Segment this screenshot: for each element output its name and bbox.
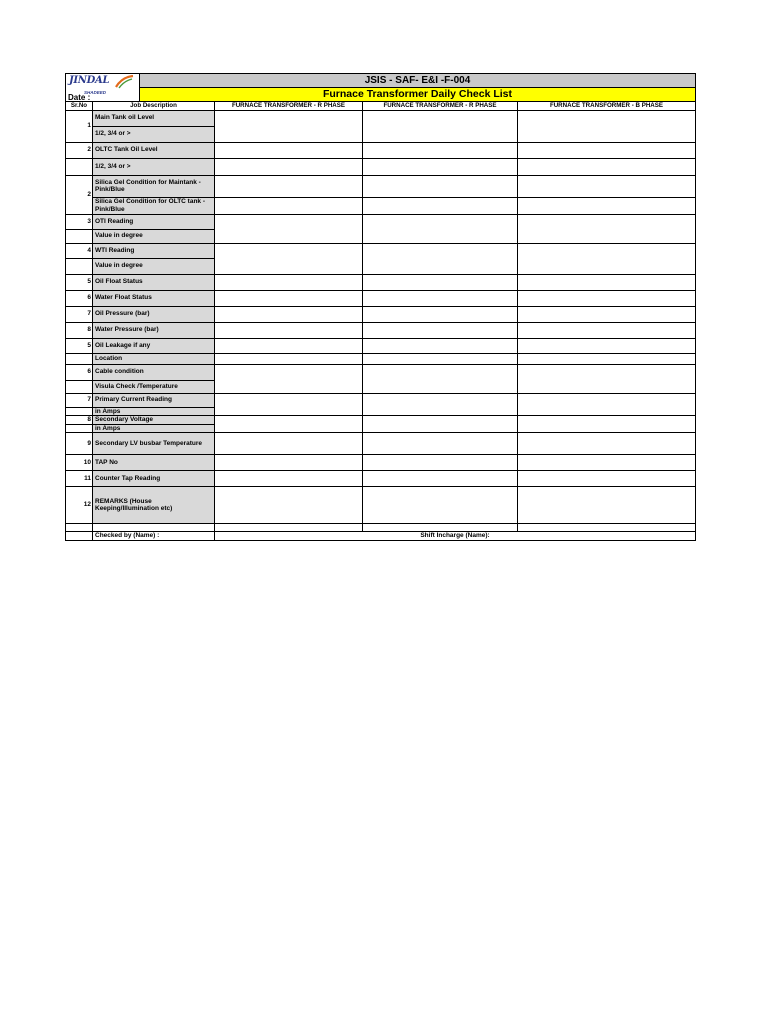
job-description: Oil Leakage if any <box>93 338 215 353</box>
r-phase-cell[interactable] <box>215 455 363 471</box>
job-description: REMARKS (House Keeping/Illumination etc) <box>93 487 215 524</box>
r-phase-cell[interactable] <box>363 364 518 393</box>
row-number: 5 <box>66 274 93 290</box>
b-phase-cell[interactable] <box>518 290 696 306</box>
job-description: Value in degree <box>93 258 215 274</box>
table-row <box>66 364 696 380</box>
job-description: Water Pressure (bar) <box>93 322 215 338</box>
r-phase-cell[interactable] <box>363 338 518 353</box>
table-row <box>66 142 696 158</box>
logo-swoosh-icon <box>114 75 134 89</box>
job-description: TAP No <box>93 455 215 471</box>
r-phase-cell[interactable] <box>363 158 518 175</box>
r-phase-cell[interactable] <box>215 290 363 306</box>
r-phase-cell[interactable] <box>363 416 518 433</box>
r-phase-cell[interactable] <box>363 393 518 416</box>
job-description: Visula Check /Temperature <box>93 380 215 393</box>
logo-brand: JINDAL <box>69 75 110 86</box>
table-row <box>66 158 696 175</box>
job-description: in Amps <box>93 407 215 416</box>
job-description: WTI Reading <box>93 243 215 258</box>
r-phase-cell[interactable] <box>215 364 363 393</box>
checked-by-field[interactable]: Checked by (Name) : <box>93 532 215 541</box>
r-phase-cell[interactable] <box>363 243 518 274</box>
col-b-phase: FURNACE TRANSFORMER - B PHASE <box>518 102 696 111</box>
b-phase-cell[interactable] <box>518 455 696 471</box>
r-phase-cell[interactable] <box>363 175 518 197</box>
r-phase-cell[interactable] <box>215 274 363 290</box>
job-description: Secondary Voltage <box>93 416 215 425</box>
table-row <box>66 290 696 306</box>
table-row <box>66 416 696 425</box>
b-phase-cell[interactable] <box>518 471 696 487</box>
table-row <box>66 243 696 258</box>
table-row <box>66 487 696 524</box>
page-title: Furnace Transformer Daily Check List <box>140 88 696 102</box>
table-row <box>66 175 696 197</box>
b-phase-cell[interactable] <box>518 433 696 455</box>
row-number: 10 <box>66 455 93 471</box>
table-row <box>66 214 696 229</box>
b-phase-cell[interactable] <box>518 364 696 393</box>
b-phase-cell[interactable] <box>518 197 696 214</box>
job-description: Water Float Status <box>93 290 215 306</box>
b-phase-cell[interactable] <box>518 274 696 290</box>
b-phase-cell[interactable] <box>518 306 696 322</box>
b-phase-cell[interactable] <box>518 487 696 524</box>
table-row <box>66 353 696 364</box>
job-description: in Amps <box>93 424 215 433</box>
job-description: Cable condition <box>93 364 215 380</box>
r-phase-cell[interactable] <box>215 214 363 243</box>
job-description: OTI Reading <box>93 214 215 229</box>
b-phase-cell[interactable] <box>518 158 696 175</box>
r-phase-cell[interactable] <box>363 142 518 158</box>
r-phase-cell[interactable] <box>215 433 363 455</box>
table-row <box>66 524 696 532</box>
b-phase-cell[interactable] <box>518 353 696 364</box>
job-description: Oil Float Status <box>93 274 215 290</box>
r-phase-cell[interactable] <box>215 322 363 338</box>
job-description: OLTC Tank Oil Level <box>93 142 215 158</box>
b-phase-cell[interactable] <box>518 142 696 158</box>
row-number: 5 <box>66 338 93 353</box>
row-number: 11 <box>66 471 93 487</box>
r-phase-cell[interactable] <box>363 487 518 524</box>
r-phase-cell[interactable] <box>215 197 363 214</box>
row-number: 7 <box>66 393 93 407</box>
r-phase-cell[interactable] <box>215 416 363 433</box>
col-r-phase-1: FURNACE TRANSFORMER - R PHASE <box>215 102 363 111</box>
job-description: Silica Gel Condition for OLTC tank - Pink/Blue <box>93 197 215 214</box>
signature-row <box>66 532 696 541</box>
r-phase-cell[interactable] <box>215 243 363 274</box>
r-phase-cell[interactable] <box>363 433 518 455</box>
r-phase-cell[interactable] <box>215 142 363 158</box>
row-number: 8 <box>66 322 93 338</box>
row-number: 2 <box>66 175 93 214</box>
col-job: Job Description <box>93 102 215 111</box>
r-phase-cell[interactable] <box>215 175 363 197</box>
job-description: Primary Current Reading <box>93 393 215 407</box>
col-srno: Sr.No <box>66 102 93 111</box>
r-phase-cell[interactable] <box>363 214 518 243</box>
table-row <box>66 322 696 338</box>
table-row <box>66 110 696 126</box>
r-phase-cell[interactable] <box>215 110 363 142</box>
b-phase-cell[interactable] <box>518 110 696 142</box>
column-header-row <box>66 102 696 111</box>
logo-cell <box>66 74 140 102</box>
row-number: 1 <box>66 110 93 142</box>
r-phase-cell[interactable] <box>215 353 363 364</box>
job-description: 1/2, 3/4 or > <box>93 126 215 142</box>
header-table <box>65 73 696 102</box>
job-description: Secondary LV busbar Temperature <box>93 433 215 455</box>
b-phase-cell[interactable] <box>518 322 696 338</box>
col-r-phase-2: FURNACE TRANSFORMER - R PHASE <box>363 102 518 111</box>
row-number: 2 <box>66 142 93 158</box>
table-row <box>66 471 696 487</box>
logo-sub: SHADEED <box>84 90 107 95</box>
table-row <box>66 338 696 353</box>
table-row <box>66 393 696 407</box>
table-row <box>66 274 696 290</box>
form-code: JSIS - SAF- E&I -F-004 <box>140 74 696 88</box>
b-phase-cell[interactable] <box>518 175 696 197</box>
jindal-logo <box>68 75 138 95</box>
row-number: 7 <box>66 306 93 322</box>
job-description: 1/2, 3/4 or > <box>93 158 215 175</box>
table-row <box>66 455 696 471</box>
row-number: 8 <box>66 416 93 425</box>
r-phase-cell[interactable] <box>363 110 518 142</box>
r-phase-cell[interactable] <box>215 338 363 353</box>
shift-incharge-field[interactable]: Shift Incharge (Name): <box>215 532 696 541</box>
job-description: Oil Pressure (bar) <box>93 306 215 322</box>
r-phase-cell[interactable] <box>363 274 518 290</box>
r-phase-cell[interactable] <box>363 455 518 471</box>
row-number: 3 <box>66 214 93 229</box>
checklist-table <box>65 101 696 541</box>
r-phase-cell[interactable] <box>363 290 518 306</box>
row-number: 4 <box>66 243 93 258</box>
table-row <box>66 197 696 214</box>
r-phase-cell[interactable] <box>215 471 363 487</box>
r-phase-cell[interactable] <box>215 487 363 524</box>
row-number: 6 <box>66 364 93 380</box>
r-phase-cell[interactable] <box>215 393 363 416</box>
table-row <box>66 306 696 322</box>
table-row <box>66 433 696 455</box>
r-phase-cell[interactable] <box>363 471 518 487</box>
r-phase-cell[interactable] <box>363 322 518 338</box>
row-number: 6 <box>66 290 93 306</box>
b-phase-cell[interactable] <box>518 338 696 353</box>
checklist-sheet <box>65 73 695 541</box>
job-description: Value in degree <box>93 229 215 243</box>
b-phase-cell[interactable] <box>518 243 696 274</box>
job-description: Silica Gel Condition for Maintank - Pink/Blue <box>93 175 215 197</box>
job-description: Location <box>93 353 215 364</box>
job-description: Main Tank oil Level <box>93 110 215 126</box>
date-label: Date : <box>68 92 91 102</box>
job-description: Counter Tap Reading <box>93 471 215 487</box>
row-number: 12 <box>66 487 93 524</box>
row-number: 9 <box>66 433 93 455</box>
b-phase-cell[interactable] <box>518 393 696 416</box>
r-phase-cell[interactable] <box>363 197 518 214</box>
r-phase-cell[interactable] <box>215 158 363 175</box>
r-phase-cell[interactable] <box>363 306 518 322</box>
r-phase-cell[interactable] <box>215 306 363 322</box>
r-phase-cell[interactable] <box>363 353 518 364</box>
b-phase-cell[interactable] <box>518 416 696 433</box>
b-phase-cell[interactable] <box>518 214 696 243</box>
